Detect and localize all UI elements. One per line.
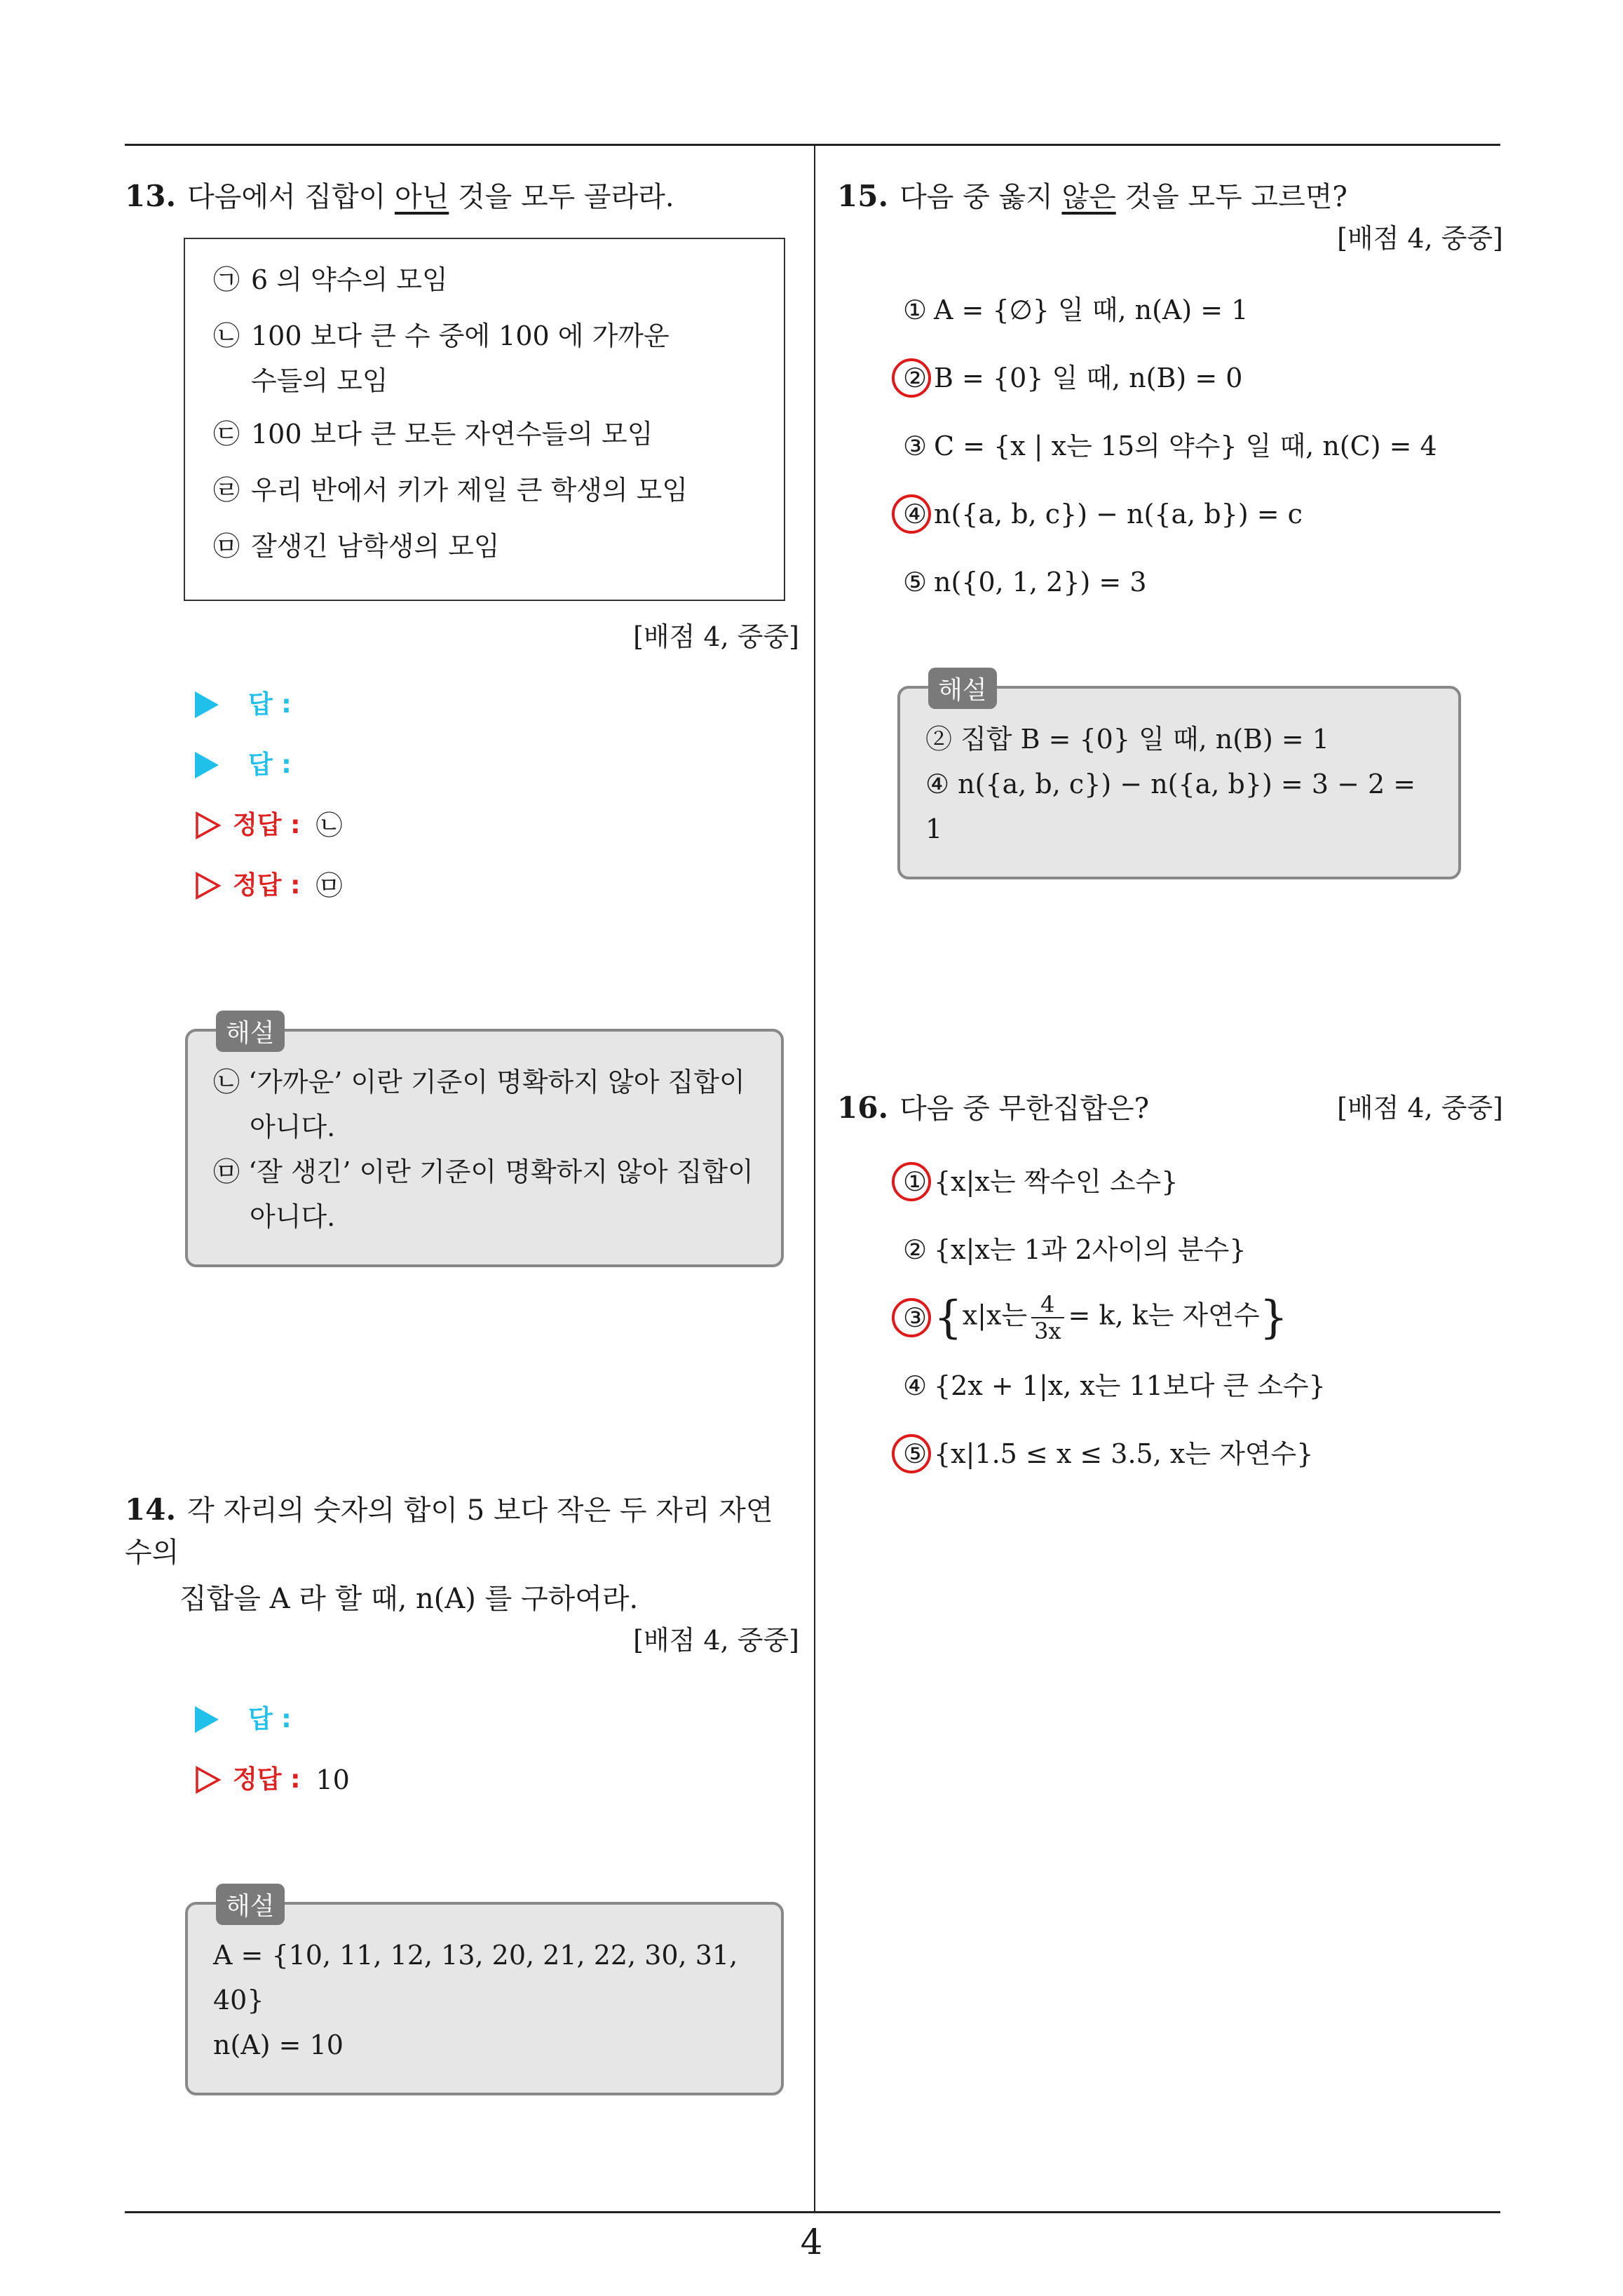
correct-label: 정답 : [233, 871, 301, 900]
answer-row [125, 688, 799, 722]
option-mark: ③ [902, 431, 928, 461]
solution-line: ㉡ ‘가까운’ 이란 기준이 명확하지 않아 집합이 아니다. [213, 1067, 745, 1142]
option-mark: ⑤ [902, 567, 928, 597]
play-triangle-icon [195, 1706, 219, 1733]
question-text-underlined: 아닌 [395, 181, 449, 213]
option-item [837, 565, 1503, 599]
question-13-items-box [184, 238, 785, 601]
option-mark: ③ [896, 1301, 934, 1335]
answer-circle-mark [892, 1298, 931, 1337]
option-mark: ② [902, 1234, 928, 1265]
question-text: 다음에서 집합이 [187, 181, 395, 213]
solution-line: A = {10, 11, 12, 13, 20, 21, 22, 30, 31, 40} [213, 1940, 738, 2015]
outline-triangle-icon [195, 811, 222, 839]
question-number: 13. [125, 179, 177, 213]
question-number: 15. [837, 179, 889, 213]
correct-answer-row [125, 869, 799, 903]
solution-line: n(A) = 10 [213, 2030, 344, 2060]
right-column [837, 175, 1503, 1471]
question-text: 다음 중 무한집합은? [899, 1093, 1150, 1125]
answer-circle-mark [892, 1162, 931, 1201]
option-mark: ④ [896, 497, 934, 531]
answer-circle-mark [892, 494, 931, 534]
left-column [125, 175, 799, 2095]
correct-value: 10 [315, 1764, 350, 1795]
option-item [837, 293, 1503, 327]
option-item [837, 1437, 1503, 1471]
option-item [837, 1165, 1503, 1198]
option-text: {2x + 1|x, x는 11보다 큰 소수} [934, 1370, 1326, 1401]
option-text: A = {∅} 일 때, n(A) = 1 [934, 295, 1249, 325]
score-label: [배점 4, 중중] [633, 621, 799, 652]
top-rule [125, 144, 1500, 146]
question-16-text [837, 1087, 1503, 1130]
option-text: {x|x는 $\frac{4}{3x}$ = k, k는 자연수} [934, 1291, 1289, 1344]
question-14 [125, 1489, 799, 2095]
correct-answer-row [125, 1763, 799, 1797]
item-text: 6 의 약수의 모임 [251, 264, 448, 295]
item-mark: ㉢ [213, 419, 240, 450]
question-text: 다음 중 옳지 [899, 181, 1062, 213]
option-list [837, 1165, 1503, 1471]
answer-label: 답 : [248, 690, 292, 719]
box-item [213, 417, 784, 451]
question-text: 것을 모두 고르면? [1115, 181, 1347, 213]
score-label: [배점 4, 중중] [633, 1625, 799, 1656]
score-label: [배점 4, 중중] [1337, 1093, 1503, 1123]
question-text-underlined: 않은 [1061, 181, 1116, 213]
solution-tag: 해설 [216, 1011, 285, 1052]
outline-triangle-icon [195, 1766, 222, 1794]
solution-line: ④ n({a, b, c}) − n({a, b}) = 3 − 2 = 1 [925, 769, 1416, 844]
box-item [213, 473, 784, 507]
question-13-text [125, 175, 799, 218]
play-triangle-icon [195, 691, 219, 718]
option-text: n({a, b, c}) − n({a, b}) = c [934, 499, 1303, 529]
question-text: 집합을 A 라 할 때, n(A) 를 구하여라. [179, 1583, 639, 1615]
option-text: C = {x | x는 15의 약수} 일 때, n(C) = 4 [934, 431, 1437, 461]
score-label: [배점 4, 중중] [1337, 223, 1503, 254]
solution-line: ㉤ ‘잘 생긴’ 이란 기준이 명확하지 않아 집합이 아니다. [213, 1156, 754, 1232]
item-text: 잘생긴 남학생의 모임 [251, 531, 500, 562]
answer-row [125, 748, 799, 782]
item-mark: ㉣ [213, 475, 240, 506]
box-item [213, 263, 784, 297]
answer-row [125, 1703, 799, 1736]
solution-box [185, 1892, 784, 2095]
item-text: 우리 반에서 키가 제일 큰 학생의 모임 [251, 475, 688, 506]
option-mark: ① [902, 295, 928, 325]
correct-label: 정답 : [233, 1765, 301, 1794]
correct-value: ㉤ [315, 870, 343, 901]
option-mark: ⑤ [896, 1437, 934, 1471]
question-number: 14. [125, 1492, 177, 1527]
question-14-text [125, 1489, 799, 1574]
question-number: 16. [837, 1090, 889, 1125]
option-text: B = {0} 일 때, n(B) = 0 [934, 363, 1243, 393]
bottom-rule [125, 2211, 1500, 2213]
correct-value: ㉡ [315, 810, 343, 841]
column-divider [814, 145, 815, 2212]
fraction: $\frac{4}{3x}$ [1031, 1292, 1064, 1344]
solution-tag: 해설 [216, 1884, 285, 1925]
correct-answer-row [125, 809, 799, 842]
option-item [837, 361, 1503, 395]
answer-circle-mark [892, 1434, 931, 1473]
item-mark: ㉠ [213, 264, 240, 295]
solution-box [185, 1019, 784, 1267]
answer-label: 답 : [248, 1705, 292, 1734]
question-text: 각 자리의 숫자의 합이 5 보다 작은 두 자리 자연수의 [125, 1494, 773, 1569]
play-triangle-icon [195, 752, 219, 778]
outline-triangle-icon [195, 872, 222, 900]
option-mark: ① [896, 1165, 934, 1198]
option-text: {x|x는 짝수인 소수} [934, 1166, 1179, 1197]
correct-label: 정답 : [233, 811, 301, 839]
item-text: 100 보다 큰 모든 자연수들의 모임 [251, 419, 653, 450]
item-mark: ㉡ [213, 320, 240, 351]
solution-tag: 해설 [928, 668, 997, 709]
question-text: 것을 모두 골라라. [449, 181, 674, 213]
option-item [837, 1233, 1503, 1267]
answer-circle-mark [892, 358, 931, 398]
option-list [837, 293, 1503, 599]
option-mark: ② [896, 361, 934, 395]
option-item [837, 497, 1503, 531]
question-15-text [837, 175, 1503, 218]
answer-label: 답 : [248, 750, 292, 779]
option-mark: ④ [902, 1370, 928, 1401]
page-number: 4 [800, 2222, 823, 2262]
solution-box [897, 676, 1461, 879]
question-16 [837, 1087, 1503, 1471]
box-item [213, 319, 784, 403]
option-item [837, 1292, 1503, 1344]
item-mark: ㉤ [213, 531, 240, 562]
option-item [837, 429, 1503, 463]
option-text: {x|1.5 ≤ x ≤ 3.5, x는 자연수} [934, 1438, 1314, 1469]
item-text: 100 보다 큰 수 중에 100 에 가까운 수들의 모임 [251, 320, 670, 396]
solution-line: ② 집합 B = {0} 일 때, n(B) = 1 [925, 724, 1329, 755]
question-15 [837, 175, 1503, 879]
option-text: {x|x는 1과 2사이의 분수} [934, 1234, 1247, 1265]
option-text: n({0, 1, 2}) = 3 [934, 567, 1147, 597]
box-item [213, 529, 784, 563]
option-item [837, 1369, 1503, 1403]
question-13 [125, 175, 799, 1267]
